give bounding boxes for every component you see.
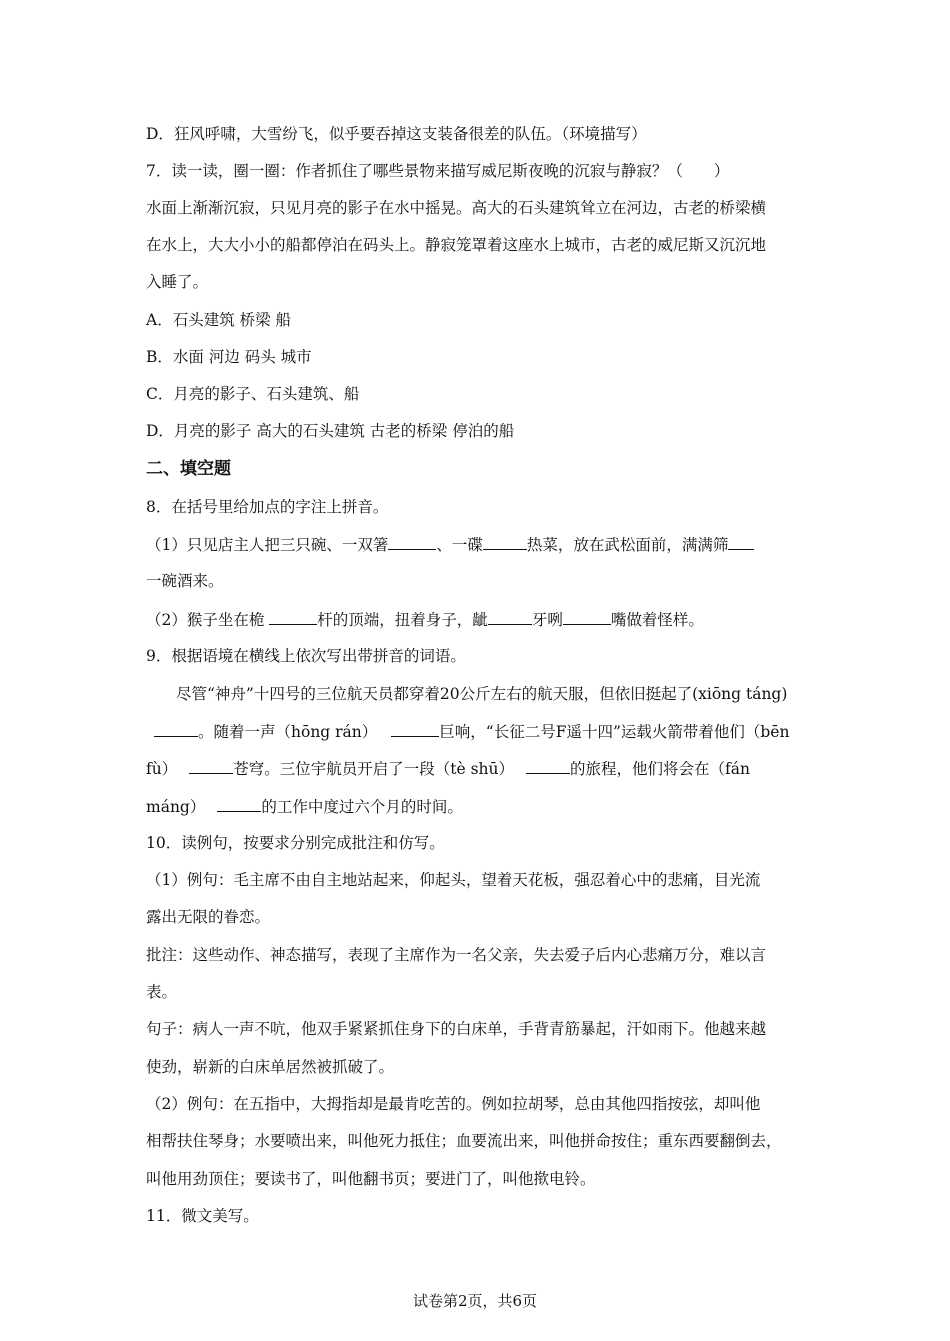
answer-blank[interactable]: [526, 758, 570, 774]
answer-blank[interactable]: [189, 758, 233, 774]
answer-blank[interactable]: [269, 609, 317, 625]
q10-line: 使劲，崭新的白床单居然被抓破了。: [146, 1058, 395, 1076]
q9-text: 的旅程，他们将会在（fán: [569, 760, 750, 778]
q8-p1-text: 热菜，放在武松面前，满满筛: [526, 536, 729, 554]
q10-line: 句子：病人一声不吭，他双手紧紧抓住身下的白床单，手背青筋暴起，汗如雨下。他越来越: [146, 1020, 767, 1038]
q10-stem: 10．读例句，按要求分别完成批注和仿写。: [146, 834, 445, 852]
q6-option-d: D．狂风呼啸，大雪纷飞，似乎要吞掉这支装备很差的队伍。（环境描写）: [146, 125, 647, 143]
q8-part2: [146, 609, 704, 630]
q9-text: máng）: [146, 798, 206, 816]
q10-line: 相帮扶住琴身；水要喷出来，叫他死力抵住；血要流出来，叫他拼命按住；重东西要翻倒去，: [146, 1132, 782, 1150]
q8-p1-text: 、一碟: [436, 536, 483, 554]
q9-text: 。随着一声（hōng rán）: [198, 723, 378, 741]
q9-stem: 9．根据语境在横线上依次写出带拼音的词语。: [146, 647, 466, 665]
answer-blank[interactable]: [388, 534, 436, 550]
q9-line2: [146, 721, 789, 742]
q7-option-c: C．月亮的影子、石头建筑、船: [146, 385, 360, 403]
answer-blank[interactable]: [217, 796, 261, 812]
answer-blank[interactable]: [728, 534, 754, 550]
section-title: 二、填空题: [146, 459, 231, 479]
q10-line: 露出无限的眷恋。: [146, 908, 271, 926]
q7-option-d: D．月亮的影子 高大的石头建筑 古老的桥梁 停泊的船: [146, 422, 515, 440]
q10-line: 批注：这些动作、神态描写，表现了主席作为一名父亲，失去爱子后内心悲痛万分，难以言: [146, 946, 767, 964]
q8-p1-text: （1）只见店主人把三只碗、一双箸: [146, 536, 389, 554]
q9-line1: 尽管“神舟”十四号的三位航天员都穿着20公斤左右的航天服，但依旧挺起了(xiōng táng): [176, 685, 788, 703]
q10-line: 叫他用劲顶住；要读书了，叫他翻书页；要进门了，叫他揿电铃。: [146, 1170, 596, 1188]
q7-passage-line: 在水上，大大小小的船都停泊在码头上。静寂笼罩着这座水上城市，古老的威尼斯又沉沉地: [146, 236, 767, 254]
q10-line: （2）例句：在五指中，大拇指却是最肯吃苦的。例如拉胡琴，总由其他四指按弦，却叫他: [146, 1095, 761, 1113]
q8-p2-text: （2）猴子坐在桅: [146, 611, 270, 629]
q7-passage-line: 入睡了。: [146, 273, 209, 291]
answer-blank[interactable]: [391, 721, 439, 737]
answer-blank[interactable]: [563, 609, 611, 625]
q9-line4: [146, 796, 463, 817]
q11-stem: 11．微文美写。: [146, 1207, 259, 1225]
q7-passage-line: 水面上渐渐沉寂，只见月亮的影子在水中摇晃。高大的石头建筑耸立在河边，古老的桥梁横: [146, 199, 767, 217]
q8-stem: 8．在括号里给加点的字注上拼音。: [146, 498, 389, 516]
q8-p2-text: 嘴做着怪样。: [610, 611, 704, 629]
page-footer: 试卷第2页，共6页: [412, 1292, 538, 1310]
answer-blank[interactable]: [483, 534, 527, 550]
q8-part1-cont: 一碗酒来。: [146, 572, 224, 590]
q8-p2-text: 牙咧: [531, 611, 563, 629]
q9-line3: [146, 758, 750, 779]
answer-blank[interactable]: [488, 609, 532, 625]
q9-text: 苍穹。三位宇航员开启了一段（tè shū）: [233, 760, 514, 778]
q7-option-a: A．石头建筑 桥梁 船: [146, 311, 292, 329]
q10-line: （1）例句：毛主席不由自主地站起来，仰起头，望着天花板，强忍着心中的悲痛，目光流: [146, 871, 761, 889]
q8-p2-text: 杆的顶端，扭着身子，龇: [317, 611, 488, 629]
q7-option-b: B．水面 河边 码头 城市: [146, 348, 312, 366]
answer-blank[interactable]: [154, 721, 198, 737]
q10-line: 表。: [146, 983, 178, 1001]
q8-part1: [146, 534, 754, 555]
q9-text: 的工作中度过六个月的时间。: [261, 798, 463, 816]
q9-text: 巨响，“长征二号F遥十四”运载火箭带着他们（bēn: [439, 723, 790, 741]
q9-text: fù）: [146, 760, 178, 778]
q7-stem: 7．读一读，圈一圈：作者抓住了哪些景物来描写威尼斯夜晚的沉寂与静寂？（ ）: [146, 162, 730, 180]
